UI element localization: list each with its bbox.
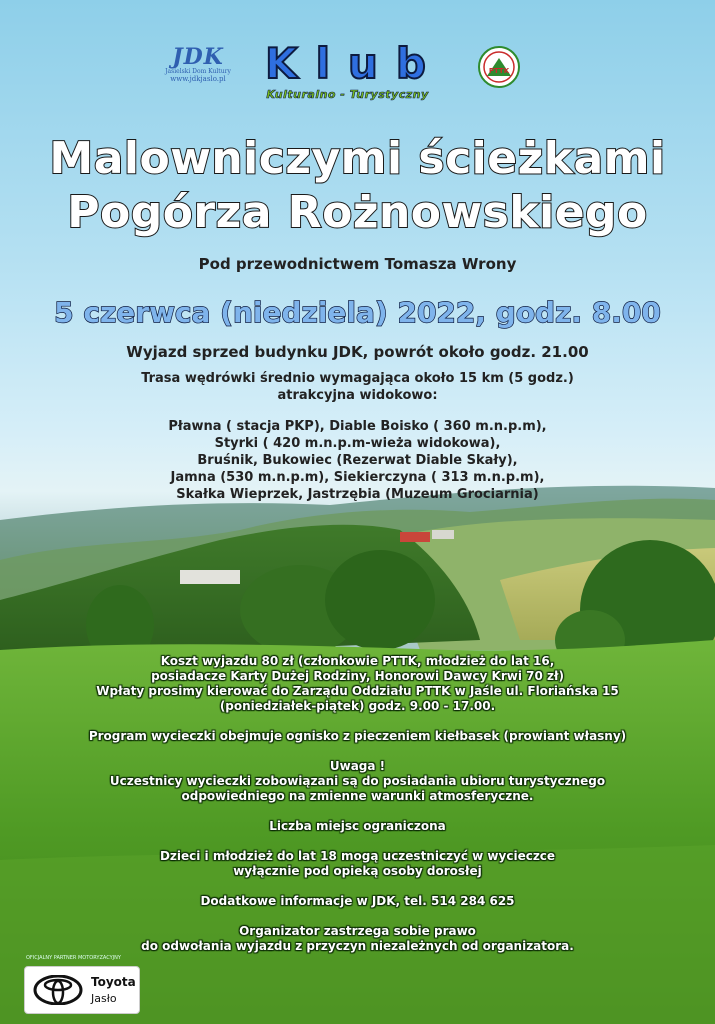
reserve-line: Organizator zastrzega sobie prawo bbox=[239, 924, 476, 938]
partner-note: OFICJALNY PARTNER MOTORYZACYJNY bbox=[26, 955, 121, 961]
route-intro bbox=[0, 370, 715, 404]
program-info: Program wycieczki obejmuje ognisko z pieczeniem kiełbasek (prowiant własny) bbox=[88, 729, 627, 743]
sponsor-city: Jasło bbox=[91, 992, 117, 1005]
departure-info: Wyjazd sprzed budynku JDK, powrót około godz. 21.00 bbox=[126, 343, 589, 361]
route-intro-line: Trasa wędrówki średnio wymagająca około 15 km (5 godz.) bbox=[141, 371, 574, 386]
event-title bbox=[0, 132, 715, 240]
title-line-1: Malowniczymi ścieżkami bbox=[49, 133, 666, 184]
limited-places: Liczba miejsc ograniczona bbox=[269, 819, 446, 833]
minors-info bbox=[0, 849, 715, 879]
cost-line: Koszt wyjazdu 80 zł (członkowie PTTK, młodzież do lat 16, bbox=[160, 654, 555, 668]
minors-line: Dzieci i młodzież do lat 18 mogą uczestniczyć w wycieczce bbox=[159, 849, 556, 863]
cost-line: Wpłaty prosimy kierować do Zarządu Oddziału PTTK w Jaśle ul. Floriańska 15 bbox=[96, 684, 619, 698]
guide-line: Pod przewodnictwem Tomasza Wrony bbox=[198, 255, 517, 273]
route-place-line: Bruśnik, Bukowiec (Rezerwat Diable Skały), bbox=[197, 453, 518, 468]
jdk-logo bbox=[158, 44, 238, 83]
klub-logo bbox=[250, 40, 445, 101]
reserve-line: do odwołania wyjazdu z przyczyn niezależnych od organizatora. bbox=[141, 939, 574, 953]
event-date: 5 czerwca (niedziela) 2022, godz. 8.00 bbox=[54, 296, 661, 329]
klub-subtitle: Kulturalno - Turystyczny bbox=[266, 88, 429, 101]
jdk-website: www.jdkjaslo.pl bbox=[170, 75, 226, 83]
logo-header bbox=[0, 40, 715, 110]
title-line-2: Pogórza Rożnowskiego bbox=[67, 187, 648, 238]
cost-info bbox=[0, 654, 715, 714]
pttk-label: PTTK bbox=[488, 67, 510, 75]
route-place-line: Pławna ( stacja PKP), Diable Boisko ( 360 m.n.p.m), bbox=[168, 419, 547, 434]
cost-line: posiadacze Karty Dużej Rodziny, Honorowi Dawcy Krwi 70 zł) bbox=[151, 669, 564, 683]
toyota-sponsor-logo bbox=[24, 966, 140, 1014]
route-place-line: Skałka Wieprzek, Jastrzębia (Muzeum Grociarnia) bbox=[176, 487, 539, 502]
sponsor-brand: Toyota bbox=[91, 975, 136, 989]
warning-line: odpowiedniego na zmienne warunki atmosferyczne. bbox=[181, 789, 534, 803]
contact-info: Dodatkowe informacje w JDK, tel. 514 284 625 bbox=[200, 894, 515, 908]
warning-line: Uczestnicy wycieczki zobowiązani są do posiadania ubioru turystycznego bbox=[109, 774, 606, 788]
toyota-emblem-icon bbox=[33, 975, 83, 1005]
jdk-logo-mark: JDK bbox=[172, 44, 224, 70]
warning-heading: Uwaga ! bbox=[329, 759, 386, 773]
route-places bbox=[0, 418, 715, 503]
jdk-logo-subtitle: Jasielski Dom Kultury bbox=[165, 68, 231, 75]
reserve-info bbox=[0, 924, 715, 954]
cost-line: (poniedziałek-piątek) godz. 9.00 - 17.00. bbox=[219, 699, 496, 713]
minors-line: wyłącznie pod opieką osoby dorosłej bbox=[233, 864, 482, 878]
details-block bbox=[0, 654, 715, 969]
klub-title: Klub bbox=[265, 39, 444, 88]
route-intro-line: atrakcyjna widokowo: bbox=[277, 388, 438, 403]
route-place-line: Jamna (530 m.n.p.m), Siekierczyna ( 313 m.n.p.m), bbox=[170, 470, 545, 485]
route-place-line: Styrki ( 420 m.n.p.m-wieża widokowa), bbox=[214, 436, 501, 451]
pttk-logo-icon bbox=[478, 46, 520, 88]
warning-info bbox=[0, 759, 715, 804]
